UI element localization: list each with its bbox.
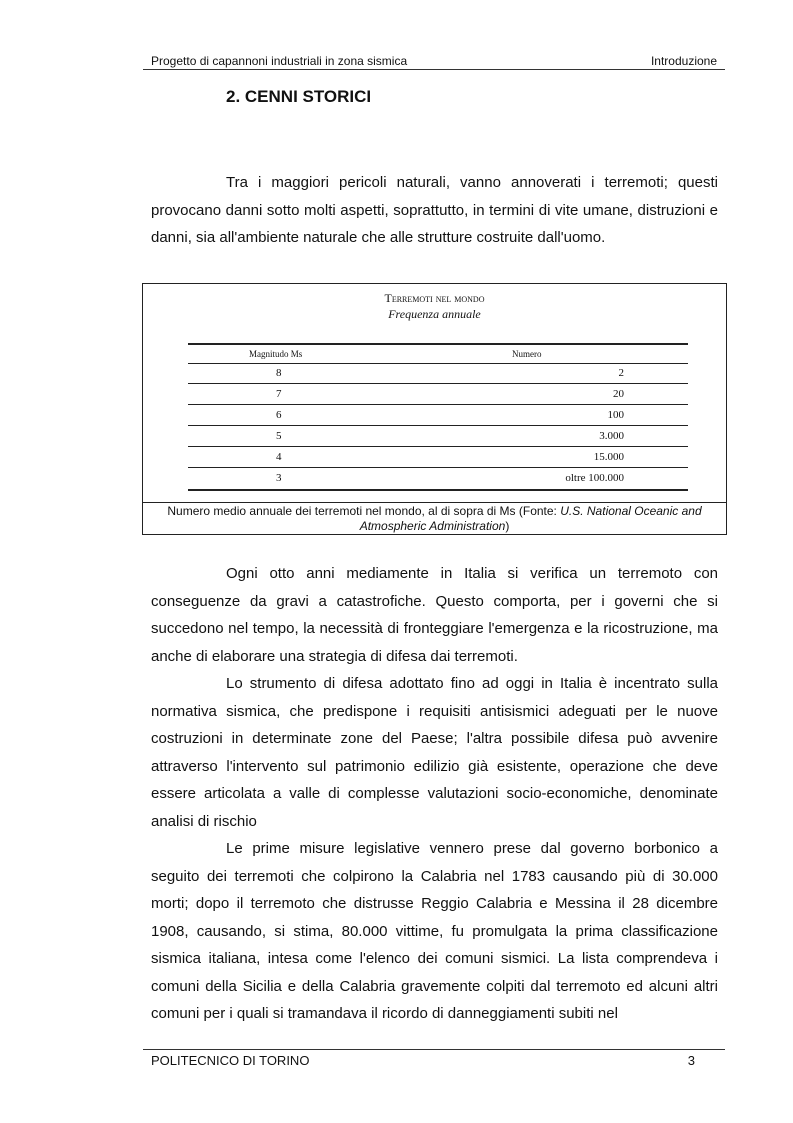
table-cell-count: 3.000 <box>599 430 624 442</box>
earthquake-frequency-figure <box>142 283 727 535</box>
paragraph-history: Le prime misure legislative vennero prese dal governo borbonico a seguito dei terremoti che colpirono la Calabria nel 1783 causando più di 30.000 morti; dopo il terremoto che distrusse Reggio Calabria e Messina il 28 dicembre 1908, causando, si stima, 80.000 vittime, fu promulgata la prima classificazione sismica italiana, intesa come l'elenco dei comuni sismici. La lista comprendeva i comuni della Sicilia e della Calabria gravemente colpiti dal terremoto ed alcuni altri comuni per i quali si tramandava il ricordo di danneggiamenti subiti nel <box>151 840 718 1022</box>
table-cell-count: 2 <box>618 367 624 379</box>
section-title: 2. CENNI STORICI <box>226 87 372 106</box>
paragraph-intro: Tra i maggiori pericoli naturali, vanno annoverati i terremoti; questi provocano danni sotto molti aspetti, soprattutto, in termini di vite umane, distruzioni e danni, sia all'ambiente naturale che alle strutture costruite dall'uomo. <box>151 174 718 246</box>
page-footer <box>143 1049 725 1070</box>
page-number: 3 <box>687 1053 695 1068</box>
table-row-rule <box>188 404 688 405</box>
table-cell-magnitude: 6 <box>276 409 282 421</box>
table-cell-count: 100 <box>607 409 624 421</box>
table-top-rule <box>188 343 688 345</box>
footer-institution: POLITECNICO DI TORINO <box>151 1053 310 1068</box>
table-cell-count: 15.000 <box>593 451 624 463</box>
caption-text: Numero medio annuale dei terremoti nel mondo, al di sopra di Ms (Fonte: <box>167 504 561 518</box>
header-document-title: Progetto di capannoni industriali in zona sismica <box>151 54 408 68</box>
table-cell-magnitude: 4 <box>276 451 282 463</box>
header-chapter: Introduzione <box>650 54 717 68</box>
table-row-rule <box>188 446 688 447</box>
table-cell-magnitude: 8 <box>276 367 282 379</box>
table-cell-magnitude: 5 <box>276 430 282 442</box>
table-row-rule <box>188 383 688 384</box>
table-cell-count: 20 <box>613 388 624 400</box>
column-header-count: Numero <box>512 349 542 359</box>
table-row-rule <box>188 425 688 426</box>
paragraph-frequency: Ogni otto anni mediamente in Italia si verifica un terremoto con conseguenze da gravi a catastrofiche. Questo comporta, per i governi che si succedono nel tempo, la necessità di fronteggiare l'emergenza e la ricostruzione, ma anche di elaborare una strategia di difesa dai terremoti. <box>151 565 718 665</box>
column-header-magnitude: Magnitudo Ms <box>249 349 303 359</box>
table-cell-magnitude: 3 <box>276 472 282 484</box>
figure-caption <box>143 502 726 534</box>
table-cell-count: oltre 100.000 <box>565 472 624 484</box>
paragraph-defense: Lo strumento di difesa adottato fino ad oggi in Italia è incentrato sulla normativa sismica, che predispone i requisiti antisismici adeguati per le nuove costruzioni in determinate zone del Paese; l'altra possibile difesa può avvenire attraverso l'intervento sul patrimonio edilizio già esistente, operazione che deve essere articolata a valle di complesse valutazioni socio-economiche, denominate analisi di rischio <box>151 675 718 830</box>
table-row-rule <box>188 467 688 468</box>
page-header <box>143 53 725 70</box>
figure-title: Terremoti nel mondo <box>384 291 485 305</box>
table-bottom-rule <box>188 489 688 491</box>
figure-subtitle: Frequenza annuale <box>388 307 481 321</box>
caption-close: ) <box>505 519 510 533</box>
table-header-rule <box>188 363 688 364</box>
caption-source: U.S. National Oceanic and Atmospheric Administration <box>359 504 702 533</box>
table-cell-magnitude: 7 <box>276 388 282 400</box>
